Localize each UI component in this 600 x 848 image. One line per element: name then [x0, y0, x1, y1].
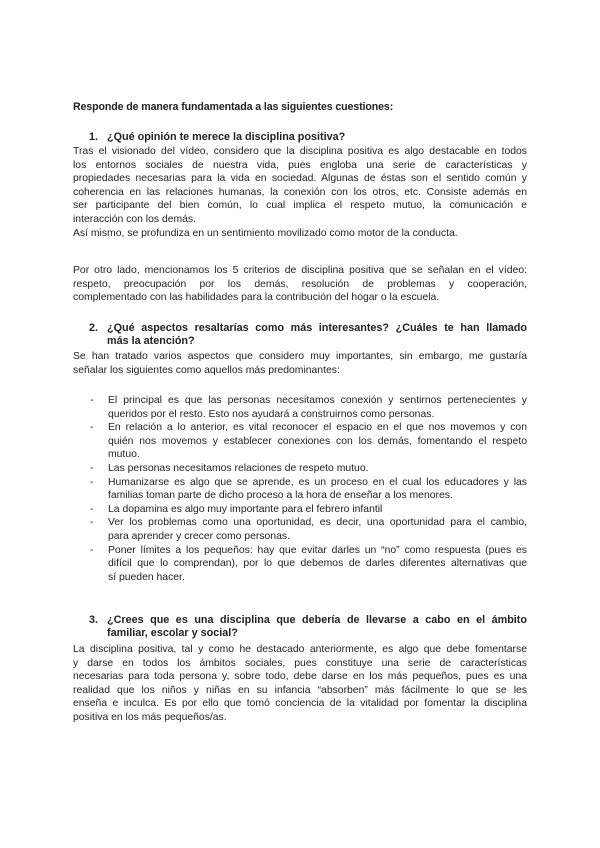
list-dash: -	[90, 476, 94, 488]
question-text: ¿Qué aspectos resaltarías como más interesantes? ¿Cuáles te han llamado	[107, 322, 527, 334]
text-line: sí pueden hacer.	[108, 571, 185, 583]
list-item	[90, 503, 527, 517]
text-line: mutuo.	[108, 449, 140, 461]
list-item	[90, 421, 527, 462]
list-dash: -	[90, 422, 94, 434]
list-item	[90, 394, 527, 421]
text-line: Poner límites a los pequeños: hay que evitar darles un “no” como respuesta (pues es	[108, 544, 527, 556]
list-item	[90, 476, 527, 503]
list-dash: -	[90, 544, 94, 556]
text-line: positiva en los más pequeños/as.	[73, 711, 227, 723]
text-line: realidad que los niños y niñas en su infancia “absorben” más fácilmente lo que se les	[73, 684, 527, 696]
question-3-heading	[89, 614, 527, 640]
text-line: coherencia en las relaciones humanas, la conexión con los otros, etc. Consiste además en	[73, 186, 527, 198]
text-line: La dopamina es algo muy importante para el febrero infantil	[108, 503, 383, 515]
text-line: familias toman parte de dicho proceso a la hora de enseñar a los menores.	[108, 490, 453, 502]
text-line: Tras el visionado del vídeo, considero que la disciplina positiva es algo destacable en todos	[73, 146, 527, 157]
text-line: Ver los problemas como una oportunidad, es decir, una oportunidad para el cambio,	[108, 517, 527, 529]
text-line: enseña e inculca. Es por ello que tomó conciencia de la vitalidad por fomentar la disciplina	[73, 698, 527, 710]
aspects-list	[90, 394, 527, 584]
answer-2-intro	[73, 350, 527, 377]
text-line: El principal es que las personas necesitamos conexión y sentirnos pertenecientes y	[108, 395, 527, 406]
text-line: queridos por el resto. Esto nos ayudará a construirnos como personas.	[108, 408, 435, 420]
text-line: señalar los siguientes como aquellos más predominantes:	[73, 364, 340, 376]
question-text-continued: familiar, escolar y social?	[107, 627, 238, 639]
text-line: difícil que lo comprendan), por lo que debemos de darles diferentes alternativas que	[108, 558, 527, 570]
text-line: interacción con los demás.	[73, 213, 197, 225]
list-item	[90, 462, 527, 476]
text-line: Por otro lado, mencionamos los 5 criterios de disciplina positiva que se señalan en el vídeo:	[73, 265, 527, 276]
text-line: Las personas necesitamos relaciones de respeto mutuo.	[108, 462, 369, 474]
question-text: ¿Crees que es una disciplina que debería de llevarse a cabo en el ámbito	[107, 614, 527, 626]
answer-1-paragraph-1	[73, 145, 527, 240]
text-line: En relación a lo anterior, es vital reconocer el espacio en el que nos movemos y con	[108, 422, 527, 434]
text-line: propiedades necesarias para la vida en sociedad. Algunas de éstas son el sentido común y	[73, 173, 527, 185]
answer-3-paragraph	[73, 643, 527, 725]
text-line: para aprender y crecer como personas.	[108, 530, 290, 542]
answer-1-paragraph-2	[73, 264, 527, 305]
question-number: 2.	[89, 322, 99, 334]
text-line: quién nos movemos y establecer conexiones con los demás, fomentando el respeto	[108, 435, 527, 447]
list-dash: -	[90, 503, 94, 515]
question-text: ¿Qué opinión te merece la disciplina positiva?	[107, 131, 346, 143]
question-number: 1.	[89, 131, 99, 143]
list-dash: -	[90, 395, 94, 406]
text-line: Así mismo, se profundiza en un sentimiento movilizado como motor de la conducta.	[73, 227, 458, 239]
list-dash: -	[90, 462, 94, 474]
question-text-continued: más la atención?	[107, 335, 195, 347]
list-item	[90, 544, 527, 585]
text-line: y darse en todos los ámbitos sociales, pues constituye una serie de características	[73, 657, 527, 669]
text-line: La disciplina positiva, tal y como he destacado anteriormente, es algo que debe fomentarse	[73, 644, 527, 655]
text-line: los entornos sociales de nuestra vida, pues engloba una serie de características y	[73, 159, 527, 171]
text-line: necesarias para toda persona y, sobre todo, debe darse en los más pequeños, pues es una	[73, 671, 527, 683]
text-line: Se han tratado varios aspectos que considero muy importantes, sin embargo, me gustaría	[73, 351, 527, 362]
question-1-heading	[89, 131, 527, 144]
page-title: Responde de manera fundamentada a las siguientes cuestiones:	[73, 101, 394, 113]
question-2-heading	[89, 322, 527, 348]
list-dash: -	[90, 517, 94, 529]
question-number: 3.	[89, 614, 99, 626]
text-line: respeto, preocupación por los demás, resolución de problemas y cooperación,	[73, 278, 527, 290]
list-item	[90, 516, 527, 543]
text-line: complementado con las habilidades para la contribución del hogar o la escuela.	[73, 292, 440, 304]
text-line: Humanizarse es algo que se aprende, es un proceso en el cual los educadores y las	[108, 476, 527, 488]
text-line: ser participante del bien común, lo cual implica el respeto mutuo, la comunicación e	[73, 200, 527, 212]
